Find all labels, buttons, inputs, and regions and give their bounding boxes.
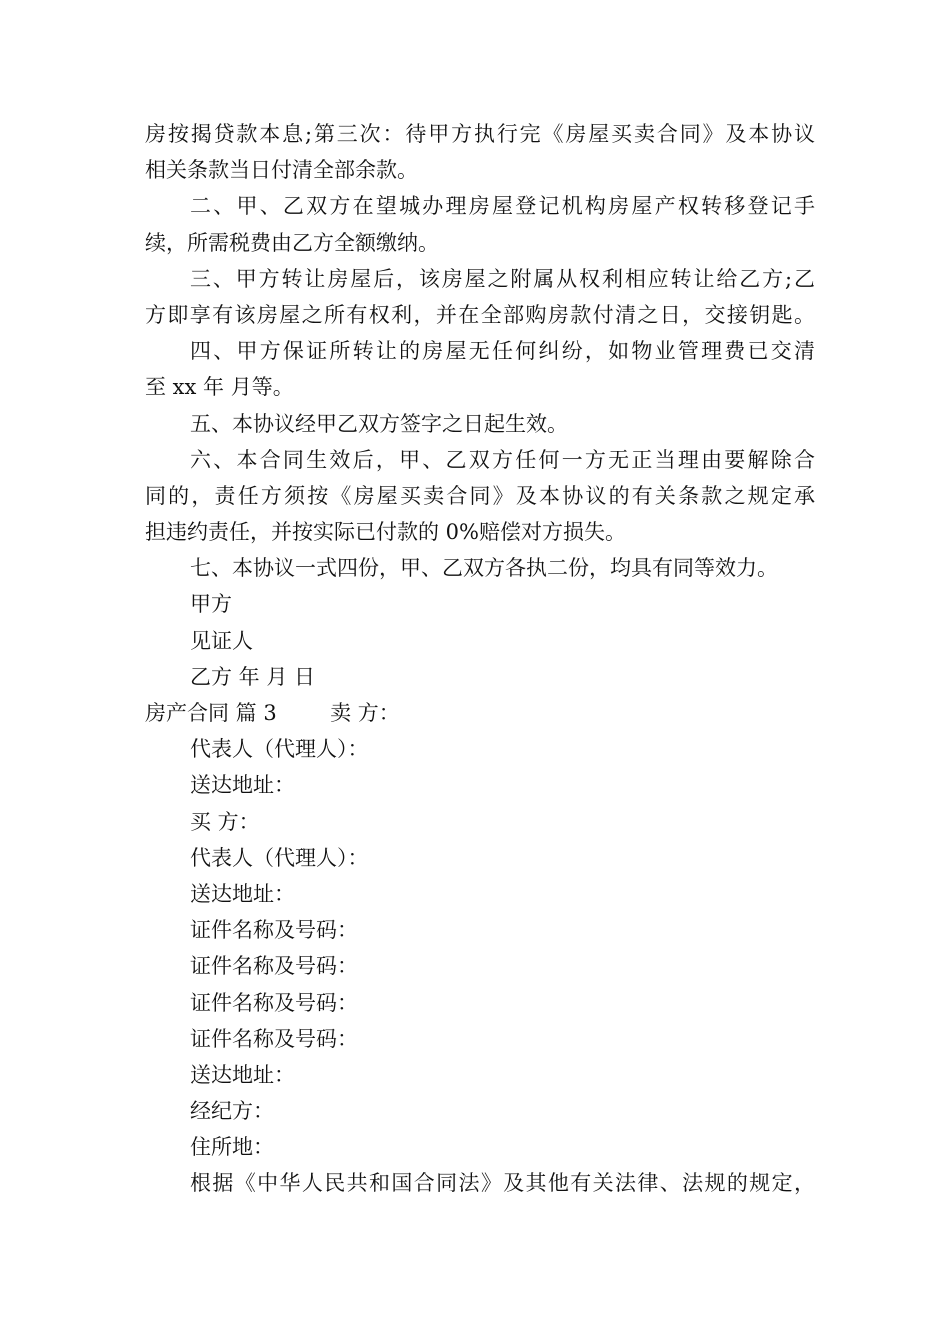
document-line: 证件名称及号码： — [190, 954, 358, 979]
document-line: 送达地址： — [190, 881, 295, 906]
document-line: 买 方： — [190, 809, 260, 834]
document-line: 证件名称及号码： — [190, 918, 358, 943]
document-line: 六、本合同生效后，甲、乙双方任何一方无正当理由要解除合 — [190, 447, 815, 472]
document-line: 代表人（代理人）： — [190, 845, 369, 870]
document-line: 四、甲方保证所转让的房屋无任何纠纷，如物业管理费已交清 — [190, 339, 815, 364]
document-line: 同的，责任方须按《房屋买卖合同》及本协议的有关条款之规定承 — [145, 483, 815, 508]
document-line: 二、甲、乙双方在望城办理房屋登记机构房屋产权转移登记手 — [190, 194, 815, 219]
document-line: 证件名称及号码： — [190, 1026, 358, 1051]
document-line: 乙方 年 月 日 — [190, 664, 316, 689]
document-line: 方即享有该房屋之所有权利，并在全部购房款付清之日，交接钥匙。 — [145, 302, 815, 327]
document-line: 根据《中华人民共和国合同法》及其他有关法律、法规的规定， — [190, 1171, 815, 1196]
document-line: 代表人（代理人）： — [190, 737, 369, 762]
document-line: 送达地址： — [190, 773, 295, 798]
document-line: 续，所需税费由乙方全额缴纳。 — [145, 230, 439, 255]
document-line: 甲方 — [190, 592, 232, 617]
document-line: 五、本协议经甲乙双方签字之日起生效。 — [190, 411, 568, 436]
document-line: 证件名称及号码： — [190, 990, 358, 1015]
document-line: 见证人 — [190, 628, 253, 653]
document-line: 住所地： — [190, 1135, 274, 1160]
document-line: 房按揭贷款本息;第三次：待甲方执行完《房屋买卖合同》及本协议 — [145, 122, 815, 146]
document-body — [145, 116, 815, 1202]
document-line: 担违约责任，并按实际已付款的 0%赔偿对方损失。 — [145, 520, 626, 545]
document-line: 三、甲方转让房屋后，该房屋之附属从权利相应转让给乙方;乙 — [190, 266, 815, 291]
section-heading-line: 房产合同 篇 3 卖 方： — [145, 701, 400, 725]
document-line: 经纪方： — [190, 1099, 274, 1124]
document-line: 七、本协议一式四份，甲、乙双方各执二份，均具有同等效力。 — [190, 556, 778, 581]
document-line: 送达地址： — [190, 1062, 295, 1087]
document-line: 至 xx 年 月等。 — [145, 375, 294, 400]
document-line: 相关条款当日付清全部余款。 — [145, 158, 418, 183]
